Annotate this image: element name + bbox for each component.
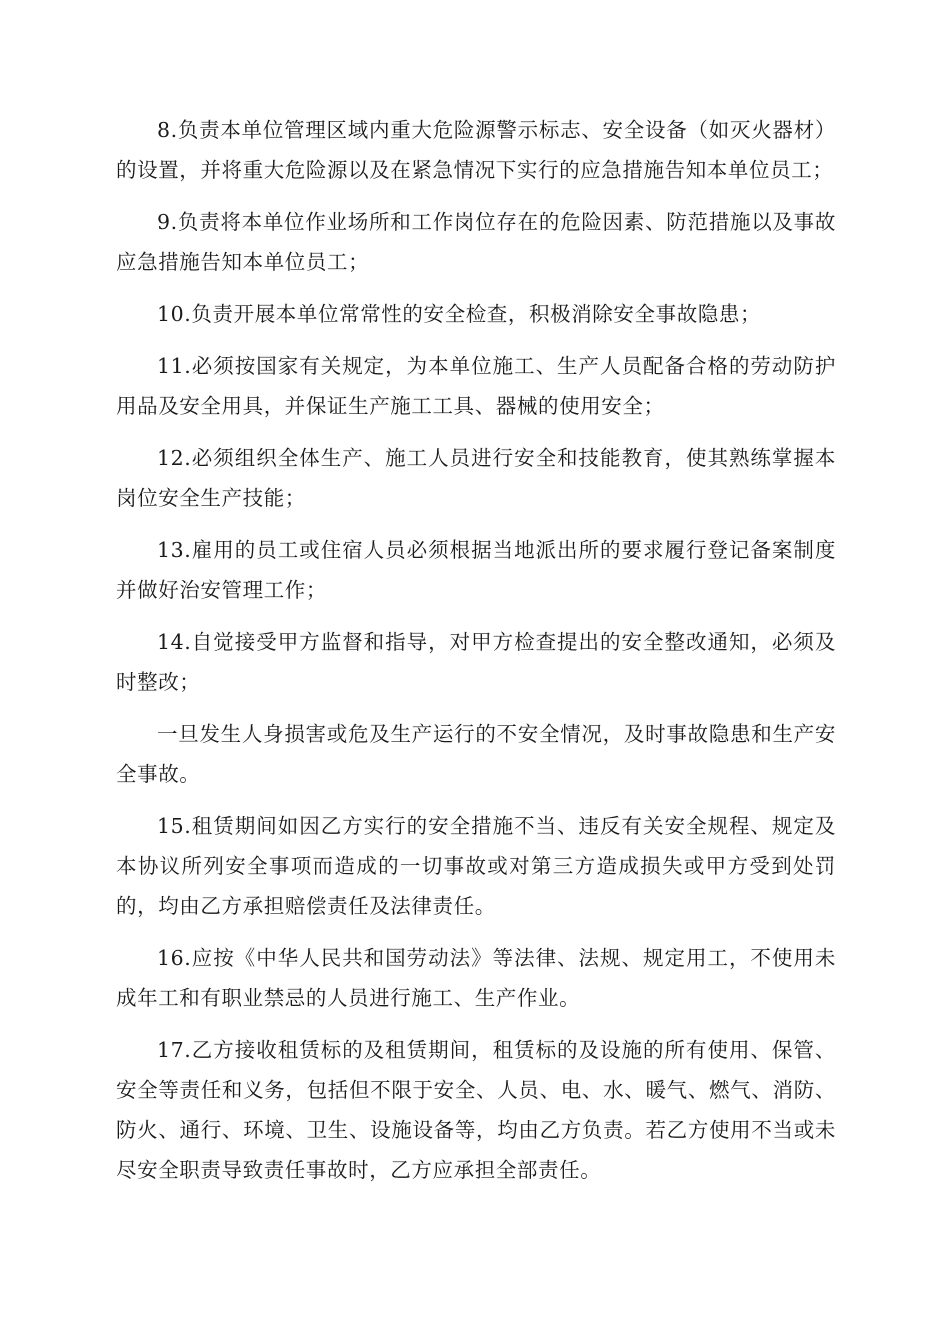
document-body [116,110,836,1202]
paragraph-item-11: 11.必须按国家有关规定，为本单位施工、生产人员配备合格的劳动防护用品及安全用具，并保证生产施工工具、器械的使用安全； [116,354,836,418]
paragraph-emergency-note: 一旦发生人身损害或危及生产运行的不安全情况，及时事故隐患和生产安全事故。 [116,722,836,786]
paragraph-item-13: 13.雇用的员工或住宿人员必须根据当地派出所的要求履行登记备案制度并做好治安管理工作； [116,538,836,602]
paragraph-item-17: 17.乙方接收租赁标的及租赁期间，租赁标的及设施的所有使用、保管、安全等责任和义务，包括但不限于安全、人员、电、水、暖气、燃气、消防、防火、通行、环境、卫生、设施设备等，均由乙方负责。若乙方使用不当或未尽安全职责导致责任事故时，乙方应承担全部责任。 [116,1038,836,1182]
paragraph-item-8: 8.负责本单位管理区域内重大危险源警示标志、安全设备（如灭火器材）的设置，并将重大危险源以及在紧急情况下实行的应急措施告知本单位员工； [116,118,836,182]
paragraph-item-14: 14.自觉接受甲方监督和指导，对甲方检查提出的安全整改通知，必须及时整改； [116,630,836,694]
paragraph-item-16: 16.应按《中华人民共和国劳动法》等法律、法规、规定用工，不使用未成年工和有职业禁忌的人员进行施工、生产作业。 [116,946,836,1010]
paragraph-item-9: 9.负责将本单位作业场所和工作岗位存在的危险因素、防范措施以及事故应急措施告知本单位员工； [116,210,836,274]
paragraph-item-10: 10.负责开展本单位常常性的安全检查，积极消除安全事故隐患； [157,302,762,326]
paragraph-item-15: 15.租赁期间如因乙方实行的安全措施不当、违反有关安全规程、规定及本协议所列安全事项而造成的一切事故或对第三方造成损失或甲方受到处罚的，均由乙方承担赔偿责任及法律责任。 [116,814,836,918]
paragraph-item-12: 12.必须组织全体生产、施工人员进行安全和技能教育，使其熟练掌握本岗位安全生产技能； [116,446,836,510]
